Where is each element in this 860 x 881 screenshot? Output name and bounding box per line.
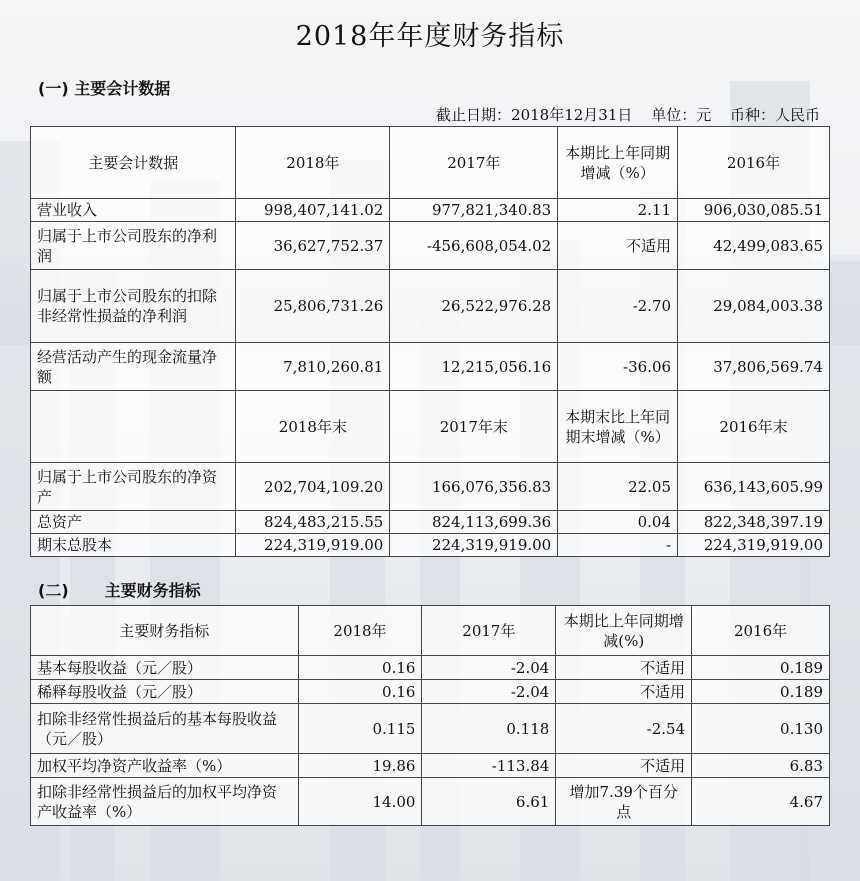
table-cell: -36.06 [558,343,678,391]
table-cell: 166,076,356.83 [390,463,558,511]
header-cell: 2016年 [678,127,830,199]
table-row [31,463,830,511]
table-cell: 不适用 [556,754,692,778]
table-cell: 906,030,085.51 [678,199,830,222]
table-row [31,704,830,754]
table-cell: -2.04 [422,680,556,704]
table-cell: 998,407,141.02 [236,199,390,222]
table-cell: 0.189 [692,680,830,704]
header-cell: 主要会计数据 [31,127,236,199]
header-cell: 2018年 [298,606,422,656]
table-cell: 14.00 [298,778,422,826]
table-cell: 25,806,731.26 [236,270,390,343]
table-cell: 224,319,919.00 [236,534,390,557]
section-number: (二) [38,581,69,600]
table-cell: 0.04 [558,511,678,534]
row-label: 稀释每股收益（元／股） [31,680,299,704]
table-row [31,754,830,778]
table-row [31,222,830,270]
table-cell: -2.04 [422,656,556,680]
header-cell: 2017年 [390,127,558,199]
header-cell: 2018年末 [236,391,390,463]
table-cell: 0.16 [298,680,422,704]
page-title: 2018年年度财务指标 [295,21,565,52]
header-cell: 2017年末 [390,391,558,463]
table-cell: - [558,534,678,557]
table-row [31,534,830,557]
table-cell: 0.130 [692,704,830,754]
header-cell: 2017年 [422,606,556,656]
row-label: 总资产 [31,511,236,534]
table-row [31,680,830,704]
accounting-data-table [30,126,830,557]
report-meta [422,104,820,125]
report-currency: 币种：人民币 [729,106,820,124]
report-unit: 单位：元 [651,106,712,124]
row-label: 加权平均净资产收益率（%） [31,754,299,778]
table-cell: 26,522,976.28 [390,270,558,343]
table-row [31,656,830,680]
table-cell: 不适用 [558,222,678,270]
table-row [31,343,830,391]
table-cell: 37,806,569.74 [678,343,830,391]
header-cell: 2018年 [236,127,390,199]
table-header-row [31,606,830,656]
row-label: 营业收入 [31,199,236,222]
table-cell: 2.11 [558,199,678,222]
row-label: 归属于上市公司股东的净利润 [31,222,236,270]
table-cell: 22.05 [558,463,678,511]
financial-indicators-table [30,605,830,826]
section-heading-accounting-data: (一) 主要会计数据 [38,79,171,98]
table-cell: 824,113,699.36 [390,511,558,534]
section-heading-financial-indicators [38,578,201,601]
table-cell: 增加7.39个百分点 [556,778,692,826]
table-cell: 822,348,397.19 [678,511,830,534]
table-row [31,199,830,222]
header-cell: 2016年 [692,606,830,656]
row-label: 扣除非经常性损益后的基本每股收益（元／股） [31,704,299,754]
table-cell: -2.70 [558,270,678,343]
table-cell: 4.67 [692,778,830,826]
header-cell: 本期比上年同期增减(%) [556,606,692,656]
table-cell: 0.189 [692,656,830,680]
row-label: 扣除非经常性损益后的加权平均净资产收益率（%） [31,778,299,826]
table-cell: 0.118 [422,704,556,754]
table-row [31,511,830,534]
header-cell: 本期比上年同期增减（%） [558,127,678,199]
header-cell [31,391,236,463]
table-cell: 636,143,605.99 [678,463,830,511]
table-cell: 0.16 [298,656,422,680]
header-cell: 主要财务指标 [31,606,299,656]
table-cell: 224,319,919.00 [390,534,558,557]
table-row [31,270,830,343]
table-cell: 224,319,919.00 [678,534,830,557]
table-cell: 36,627,752.37 [236,222,390,270]
table-cell: -2.54 [556,704,692,754]
table-cell: 824,483,215.55 [236,511,390,534]
row-label: 期末总股本 [31,534,236,557]
table-cell: 6.83 [692,754,830,778]
table-cell: 42,499,083.65 [678,222,830,270]
table-cell: 202,704,109.20 [236,463,390,511]
table-cell: 6.61 [422,778,556,826]
table-cell: -456,608,054.02 [390,222,558,270]
section-title: 主要财务指标 [104,581,201,600]
table-cell: 19.86 [298,754,422,778]
table-header-row [31,127,830,199]
table-cell: 29,084,003.38 [678,270,830,343]
header-cell: 2016年末 [678,391,830,463]
table-cell: -113.84 [422,754,556,778]
table-cell: 0.115 [298,704,422,754]
report-date: 截止日期：2018年12月31日 [436,106,633,124]
table-cell: 7,810,260.81 [236,343,390,391]
row-label: 归属于上市公司股东的扣除非经常性损益的净利润 [31,270,236,343]
row-label: 经营活动产生的现金流量净额 [31,343,236,391]
row-label: 基本每股收益（元／股） [31,656,299,680]
table-cell: 不适用 [556,656,692,680]
table-cell: 977,821,340.83 [390,199,558,222]
row-label: 归属于上市公司股东的净资产 [31,463,236,511]
table-subheader-row [31,391,830,463]
table-cell: 12,215,056.16 [390,343,558,391]
table-cell: 不适用 [556,680,692,704]
header-cell: 本期末比上年同期末增减（%） [558,391,678,463]
table-row [31,778,830,826]
